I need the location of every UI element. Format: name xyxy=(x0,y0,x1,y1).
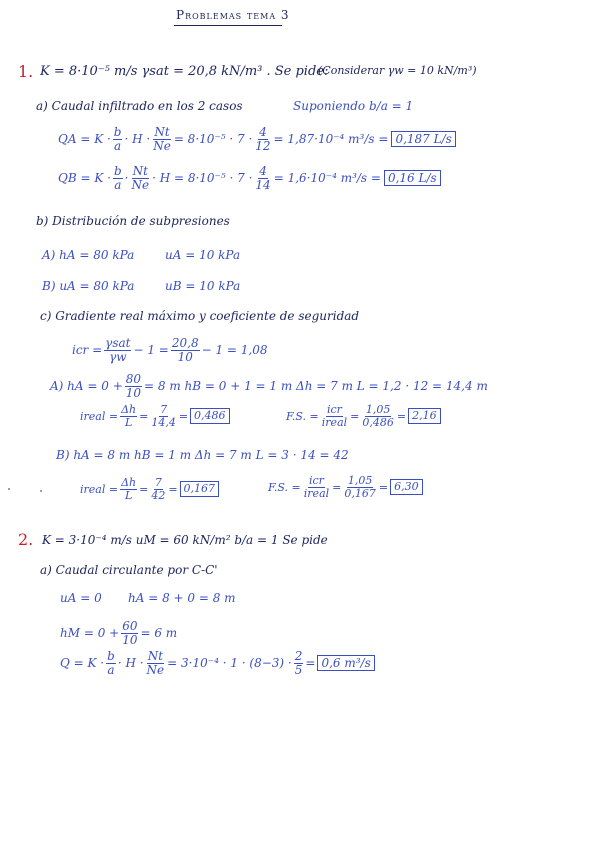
qa-lhs: QA = K · xyxy=(58,132,111,147)
case-b-heads: B) hA = 8 m hB = 1 m Δh = 7 m L = 3 · 14 = 42 xyxy=(56,448,349,462)
stray-mark xyxy=(40,490,42,492)
case-a-ireal-lhs: ireal = xyxy=(80,409,119,423)
case-a-fs xyxy=(286,404,441,428)
case-a-ireal xyxy=(80,404,230,428)
case-a-ireal-values: $\frac{7}{14,4}$ xyxy=(151,403,176,429)
p2-q-equation xyxy=(60,650,375,676)
case-a-heads xyxy=(50,373,488,399)
case-a-fs-eq: = xyxy=(350,409,360,423)
p2-q-fraction: $\frac{2}{5}$ xyxy=(294,649,303,677)
icr-lhs: icr = xyxy=(72,343,103,358)
case-a-fs-result: 2,16 xyxy=(408,408,441,423)
qa-rest2: = 1,87·10⁻⁴ m³/s = xyxy=(273,132,389,147)
case-a-ireal-result: 0,486 xyxy=(190,408,230,423)
qb-rest2: = 1,6·10⁻⁴ m³/s = xyxy=(273,171,381,186)
p1-a-label: a) Caudal infiltrado en los 2 casos xyxy=(36,99,243,113)
case-a-fs-frac: $\frac{\text{icr}}{\text{ireal}}$ xyxy=(321,403,348,429)
p2-q-eq: = xyxy=(305,656,316,671)
icr-equation xyxy=(72,337,267,363)
case-b-fs xyxy=(268,475,423,499)
case-b-ireal-result: 0,167 xyxy=(180,481,220,496)
qb-lhs: QB = K · xyxy=(58,171,111,186)
qa-ratio-fraction: $\frac{4}{12}$ xyxy=(255,125,271,153)
qa-equation xyxy=(58,126,456,152)
qb-equation xyxy=(58,165,441,191)
p2-a-label: a) Caudal circulante por C-C' xyxy=(40,563,218,577)
p1-b-line-b-left: B) uA = 80 kPa xyxy=(42,279,135,293)
case-a-rest: = 8 m hB = 0 + 1 = 1 m Δh = 7 m L = 1,2 · 12 = 14,4 m xyxy=(144,379,488,394)
p2-hm xyxy=(60,620,177,646)
p2-b-over-a: $\frac{b}{a}$ xyxy=(107,649,115,677)
case-a-dh-over-l: $\frac{\Delta h}{L}$ xyxy=(121,403,137,429)
p1-b-line-a-right: uA = 10 kPa xyxy=(165,248,241,262)
case-b-fs-result: 6,30 xyxy=(390,479,423,494)
problem-2-statement: K = 3·10⁻⁴ m/s uM = 60 kN/m² b/a = 1 Se pide xyxy=(42,533,328,547)
case-a-fraction: $\frac{80}{10}$ xyxy=(125,372,142,400)
case-a-ireal-eq: = xyxy=(139,409,149,423)
case-a-fs-values: $\frac{1,05}{0,486}$ xyxy=(362,403,394,429)
p1-c-label: c) Gradiente real máximo y coeficiente de seguridad xyxy=(40,309,360,323)
nt-over-ne-fraction-b: $\frac{Nt}{Ne}$ xyxy=(131,164,150,192)
p2-nt-over-ne: $\frac{Nt}{Ne}$ xyxy=(146,649,165,677)
p2-q-lhs: Q = K · xyxy=(60,656,105,671)
case-b-dh-over-l: $\frac{\Delta h}{L}$ xyxy=(121,476,137,502)
p2-q-mid: · H · xyxy=(117,656,144,671)
case-b-ireal-eq2: = xyxy=(168,482,178,496)
p1-b-label: b) Distribución de subpresiones xyxy=(36,214,230,228)
case-b-ireal xyxy=(80,477,219,501)
case-b-fs-values: $\frac{1,05}{0,167}$ xyxy=(344,474,376,500)
qb-rest: · H = 8·10⁻⁵ · 7 · xyxy=(152,171,253,186)
p2-hm-fraction: $\frac{60}{10}$ xyxy=(122,619,138,647)
case-a-fs-lhs: F.S. = xyxy=(286,409,319,423)
title-underline xyxy=(174,25,282,26)
case-a-ha: A) hA = 0 + xyxy=(50,379,123,394)
problem-1-number: 1. xyxy=(18,62,34,81)
problem-2-number: 2. xyxy=(18,530,34,549)
p2-q-result: 0,6 m³/s xyxy=(317,655,374,671)
problem-1-consider: (Considerar γw = 10 kN/m³) xyxy=(318,64,477,77)
stray-mark xyxy=(8,488,10,490)
case-b-ireal-lhs: ireal = xyxy=(80,482,119,496)
case-b-ireal-values: $\frac{7}{42}$ xyxy=(151,476,166,502)
problem-1-statement: K = 8·10⁻⁵ m/s γsat = 20,8 kN/m³ . Se pide: xyxy=(40,64,329,79)
b-over-a-fraction-b: $\frac{b}{a}$ xyxy=(113,164,122,192)
p2-q-rest: = 3·10⁻⁴ · 1 · (8−3) · xyxy=(167,656,292,671)
qb-result-box: 0,16 L/s xyxy=(384,170,441,186)
p2-ua: uA = 0 xyxy=(60,591,102,605)
p2-hm-lhs: hM = 0 + xyxy=(60,626,120,641)
p1-b-line-b-right: uB = 10 kPa xyxy=(165,279,241,293)
p1-a-assumption: Suponiendo b/a = 1 xyxy=(293,99,414,113)
qb-mid: · xyxy=(124,171,129,186)
qa-rest: = 8·10⁻⁵ · 7 · xyxy=(173,132,253,147)
page-title: Problemas tema 3 xyxy=(176,8,290,22)
case-a-fs-eq2: = xyxy=(396,409,407,423)
p2-hm-result: = 6 m xyxy=(140,626,178,641)
p2-ha: hA = 8 + 0 = 8 m xyxy=(128,591,236,605)
case-b-ireal-eq: = xyxy=(139,482,149,496)
qa-result-box: 0,187 L/s xyxy=(391,131,455,147)
qb-ratio-fraction: $\frac{4}{14}$ xyxy=(255,164,271,192)
qa-mid: · H · xyxy=(124,132,151,147)
b-over-a-fraction: $\frac{b}{a}$ xyxy=(113,125,122,153)
icr-values-fraction: $\frac{20,8}{10}$ xyxy=(171,336,199,364)
p1-b-line-a-left: A) hA = 80 kPa xyxy=(42,248,135,262)
nt-over-ne-fraction: $\frac{Nt}{Ne}$ xyxy=(153,125,171,153)
case-b-fs-eq: = xyxy=(332,480,342,494)
case-a-ireal-eq2: = xyxy=(178,409,189,423)
case-b-fs-frac: $\frac{\text{icr}}{\text{ireal}}$ xyxy=(303,474,330,500)
case-b-fs-lhs: F.S. = xyxy=(268,480,301,494)
icr-fraction: $\frac{\text{γsat}}{\gamma w}$ xyxy=(105,336,131,364)
case-b-fs-eq2: = xyxy=(378,480,389,494)
icr-minus: − 1 = xyxy=(133,343,169,358)
icr-result: − 1 = 1,08 xyxy=(201,343,268,358)
